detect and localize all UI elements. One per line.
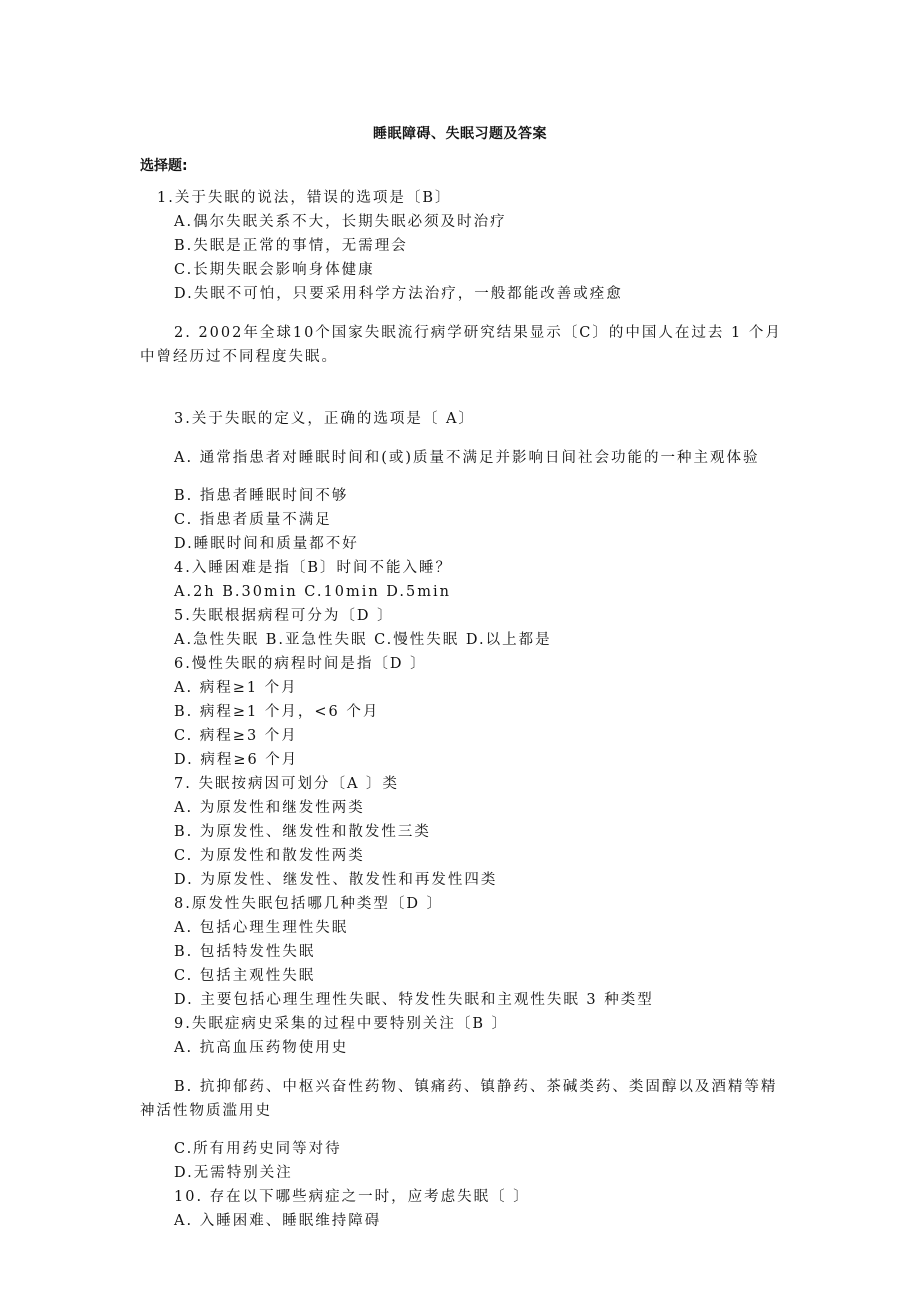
option-line: A.2h B.30min C.10min D.5min bbox=[174, 584, 451, 600]
option-line: C. 病程≥3 个月 bbox=[174, 728, 298, 744]
option-line: B.失眠是正常的事情，无需理会 bbox=[174, 238, 408, 254]
question-list bbox=[140, 186, 786, 1233]
document-title: 睡眠障碍、失眠习题及答案 bbox=[373, 126, 547, 142]
option-line: A. 入睡困难、睡眠维持障碍 bbox=[174, 1213, 382, 1229]
question-9: 9.失眠症病史采集的过程中要特别关注〔B 〕 bbox=[174, 1016, 509, 1032]
option-line: C. 指患者质量不满足 bbox=[174, 512, 332, 528]
question-6: 6.慢性失眠的病程时间是指〔D 〕 bbox=[174, 656, 427, 672]
option-line: D.无需特别关注 bbox=[174, 1165, 293, 1181]
question-8: 8.原发性失眠包括哪几种类型〔D 〕 bbox=[174, 896, 444, 912]
option-line: C. 包括主观性失眠 bbox=[174, 968, 316, 984]
option-line: D. 主要包括心理生理性失眠、特发性失眠和主观性失眠 3 种类型 bbox=[174, 992, 654, 1008]
question-5: 5.失眠根据病程可分为〔D 〕 bbox=[174, 608, 394, 624]
option-line: C.长期失眠会影响身体健康 bbox=[174, 262, 375, 278]
option-line: D.睡眠时间和质量都不好 bbox=[174, 536, 359, 552]
option-line: A. 通常指患者对睡眠时间和(或)质量不满足并影响日间社会功能的一种主观体验 bbox=[174, 449, 760, 466]
option-line: A.急性失眠 B.亚急性失眠 C.慢性失眠 D.以上都是 bbox=[174, 632, 552, 648]
option-line: C. 为原发性和散发性两类 bbox=[174, 848, 365, 864]
question-10: 10. 存在以下哪些病症之一时，应考虑失眠〔 〕 bbox=[174, 1189, 530, 1205]
option-line: D.失眠不可怕，只要采用科学方法治疗，一般都能改善或痊愈 bbox=[174, 286, 623, 302]
option-line: B. 为原发性、继发性和散发性三类 bbox=[174, 824, 431, 840]
question-3: 3.关于失眠的定义，正确的选项是〔 A〕 bbox=[174, 411, 475, 427]
option-line: D. 为原发性、继发性、散发性和再发性四类 bbox=[174, 872, 498, 888]
blank-line bbox=[140, 383, 786, 407]
option-line: D. 病程≥6 个月 bbox=[174, 752, 299, 768]
option-line: A.偶尔失眠关系不大，长期失眠必须及时治疗 bbox=[174, 214, 507, 230]
question-2: 2. 2002年全球10个国家失眠流行病学研究结果显示〔C〕的中国人在过去 1 个月中曾经历过不同程度失眠。 bbox=[140, 324, 782, 365]
option-line: B. 抗抑郁药、中枢兴奋性药物、镇痛药、镇静药、茶碱类药、类固醇以及酒精等精神活性物质滥用史 bbox=[140, 1078, 778, 1119]
question-7: 7. 失眠按病因可划分〔A 〕类 bbox=[174, 776, 400, 792]
option-line: A. 为原发性和继发性两类 bbox=[174, 800, 365, 816]
section-heading: 选择题: bbox=[140, 158, 188, 174]
option-line: C.所有用药史同等对待 bbox=[174, 1141, 342, 1157]
question-1: 1.关于失眠的说法，错误的选项是〔B〕 bbox=[157, 190, 452, 206]
question-4: 4.入睡困难是指〔B〕时间不能入睡？ bbox=[174, 560, 452, 576]
option-line: A. 病程≥1 个月 bbox=[174, 680, 298, 696]
option-line: A. 抗高血压药物使用史 bbox=[174, 1040, 349, 1056]
option-line: B. 指患者睡眠时间不够 bbox=[174, 488, 349, 504]
option-line: A. 包括心理生理性失眠 bbox=[174, 920, 349, 936]
option-line: B. 病程≥1 个月，<6 个月 bbox=[174, 704, 380, 720]
option-line: B. 包括特发性失眠 bbox=[174, 944, 316, 960]
